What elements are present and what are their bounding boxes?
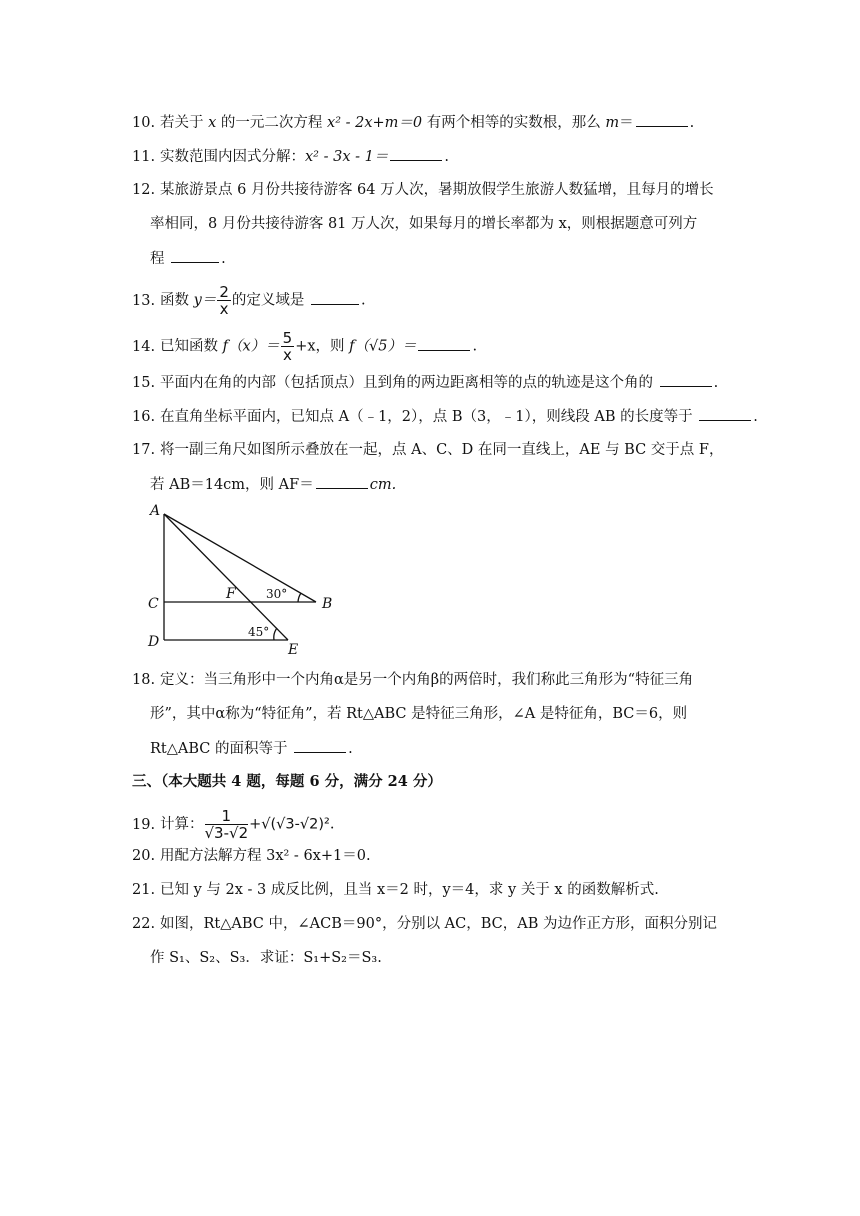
function: f（√5）＝ bbox=[349, 338, 417, 355]
section-heading: 三、（本大题共 4 题，每题 6 分，满分 24 分） bbox=[132, 773, 442, 790]
question-18 bbox=[132, 670, 693, 690]
numerator: 2 bbox=[219, 283, 229, 301]
variable: m bbox=[605, 115, 620, 131]
answer-blank[interactable] bbox=[699, 406, 751, 421]
question-number: 21. bbox=[132, 882, 156, 898]
question-number: 19. bbox=[132, 816, 156, 833]
question-21 bbox=[132, 880, 659, 900]
question-22 bbox=[132, 914, 717, 934]
period: . bbox=[329, 816, 335, 833]
answer-blank[interactable] bbox=[390, 146, 442, 161]
answer-blank[interactable] bbox=[171, 248, 219, 263]
question-text: 如图，Rt△ABC 中，∠ACB＝90°，分别以 AC，BC，AB 为边作正方形，面积分别记 bbox=[160, 916, 717, 932]
period: . bbox=[360, 292, 366, 309]
question-17 bbox=[132, 440, 723, 460]
question-text: 的一元二次方程 bbox=[216, 115, 328, 131]
question-18-line3 bbox=[150, 738, 353, 759]
question-15 bbox=[132, 372, 718, 393]
line-AB bbox=[164, 514, 316, 602]
question-text: 计算： bbox=[160, 816, 204, 833]
fraction bbox=[281, 330, 295, 363]
question-18-line2 bbox=[150, 704, 687, 724]
unit: cm. bbox=[369, 477, 397, 493]
label-F: F bbox=[226, 586, 236, 602]
answer-blank[interactable] bbox=[294, 738, 346, 753]
numerator: 5 bbox=[282, 329, 293, 347]
period: . bbox=[472, 338, 478, 355]
question-text: +x，则 bbox=[295, 338, 350, 355]
equation: x² ‑ 2x+m＝0 bbox=[327, 115, 423, 131]
label-angle-45: 45° bbox=[248, 625, 270, 639]
question-text: 函数 bbox=[160, 292, 194, 309]
question-text: 定义：当三角形中一个内角α是另一个内角β的两倍时，我们称此三角形为“特征三角 bbox=[160, 672, 694, 688]
question-14 bbox=[132, 330, 477, 363]
answer-blank[interactable] bbox=[316, 474, 368, 489]
question-text: 已知函数 bbox=[160, 338, 223, 355]
plus-sign: + bbox=[249, 816, 262, 833]
angle-arc-30 bbox=[298, 593, 301, 602]
line-AE bbox=[164, 514, 288, 640]
question-text: 平面内在角的内部（包括顶点）且到角的两边距离相等的点的轨迹是这个角的 bbox=[160, 375, 658, 391]
answer-blank[interactable] bbox=[636, 112, 688, 127]
question-number: 10. bbox=[132, 115, 156, 131]
label-E: E bbox=[288, 642, 299, 658]
question-text: 程 bbox=[150, 251, 165, 267]
question-number: 13. bbox=[132, 292, 156, 309]
period: . bbox=[221, 251, 226, 267]
variable: x bbox=[208, 115, 217, 131]
question-text: 的定义域是 bbox=[231, 292, 309, 309]
angle-arc-45 bbox=[274, 628, 277, 640]
radical-expression: √(√3‑√2)² bbox=[261, 816, 330, 833]
label-D: D bbox=[148, 634, 160, 650]
answer-blank[interactable] bbox=[418, 336, 470, 351]
question-12-line2 bbox=[150, 214, 697, 234]
question-text: 若 AB＝14cm，则 AF＝ bbox=[150, 477, 314, 493]
question-number: 12. bbox=[132, 182, 156, 198]
question-text: 作 S₁、S₂、S₃．求证：S₁+S₂＝S₃. bbox=[150, 950, 382, 966]
question-text: Rt△ABC 的面积等于 bbox=[150, 741, 293, 757]
period: . bbox=[753, 409, 758, 425]
question-text: 在直角坐标平面内，已知点 A（﹣1，2），点 B（3，﹣1），则线段 AB 的长度等于 bbox=[160, 409, 698, 425]
label-angle-30: 30° bbox=[266, 587, 288, 601]
label-C: C bbox=[148, 596, 159, 612]
period: . bbox=[444, 149, 449, 165]
denominator: x bbox=[219, 300, 229, 318]
period: . bbox=[713, 375, 719, 391]
fraction bbox=[217, 284, 231, 317]
function: f（x）＝ bbox=[222, 338, 280, 355]
expression: x² ‑ 3x ‑ 1＝ bbox=[305, 149, 389, 165]
question-number: 18. bbox=[132, 672, 156, 688]
question-text: 形”，其中α称为“特征角”，若 Rt△ABC 是特征三角形，∠A 是特征角，BC＝6，则 bbox=[150, 706, 688, 722]
question-number: 14. bbox=[132, 338, 156, 355]
question-text: 将一副三角尺如图所示叠放在一起，点 A、C、D 在同一直线上，AE 与 BC 交于点 F， bbox=[160, 442, 724, 458]
question-number: 11. bbox=[132, 149, 156, 165]
triangle-figure bbox=[140, 498, 340, 658]
denominator: x bbox=[282, 346, 292, 364]
question-text: 实数范围内因式分解： bbox=[160, 149, 305, 165]
question-number: 17. bbox=[132, 442, 156, 458]
question-22-line2 bbox=[150, 948, 382, 968]
variable: y＝ bbox=[193, 292, 217, 309]
numerator: 1 bbox=[205, 808, 249, 825]
question-20 bbox=[132, 846, 371, 866]
question-10 bbox=[132, 112, 694, 133]
question-12-line3 bbox=[150, 248, 226, 269]
question-text: 某旅游景点 6 月份共接待游客 64 万人次，暑期放假学生旅游人数猛增，且每月的增长 bbox=[160, 182, 714, 198]
question-17-line2 bbox=[150, 474, 396, 495]
period: . bbox=[689, 115, 695, 131]
question-12 bbox=[132, 180, 714, 200]
question-number: 15. bbox=[132, 375, 156, 391]
question-text: 用配方法解方程 3x² ‑ 6x+1＝0. bbox=[160, 848, 371, 864]
answer-blank[interactable] bbox=[311, 290, 359, 305]
question-text: 有两个相等的实数根，那么 bbox=[422, 115, 606, 131]
question-13 bbox=[132, 284, 366, 317]
answer-blank[interactable] bbox=[660, 372, 712, 387]
question-number: 20. bbox=[132, 848, 156, 864]
question-text: 已知 y 与 2x ‑ 3 成反比例，且当 x＝2 时，y＝4，求 y 关于 x 的函数解析式. bbox=[160, 882, 659, 898]
question-text: ＝ bbox=[619, 115, 634, 131]
label-A: A bbox=[150, 503, 161, 519]
period: . bbox=[348, 741, 353, 757]
denominator: √3‑√2 bbox=[204, 824, 249, 842]
question-16 bbox=[132, 406, 758, 427]
fraction bbox=[205, 808, 249, 841]
question-number: 22. bbox=[132, 916, 156, 932]
question-number: 16. bbox=[132, 409, 156, 425]
question-text: 若关于 bbox=[160, 115, 209, 131]
label-B: B bbox=[322, 596, 333, 612]
question-19 bbox=[132, 808, 334, 841]
question-11 bbox=[132, 146, 449, 167]
question-text: 率相同，8 月份共接待游客 81 万人次，如果每月的增长率都为 x，则根据题意可列方 bbox=[150, 216, 698, 232]
